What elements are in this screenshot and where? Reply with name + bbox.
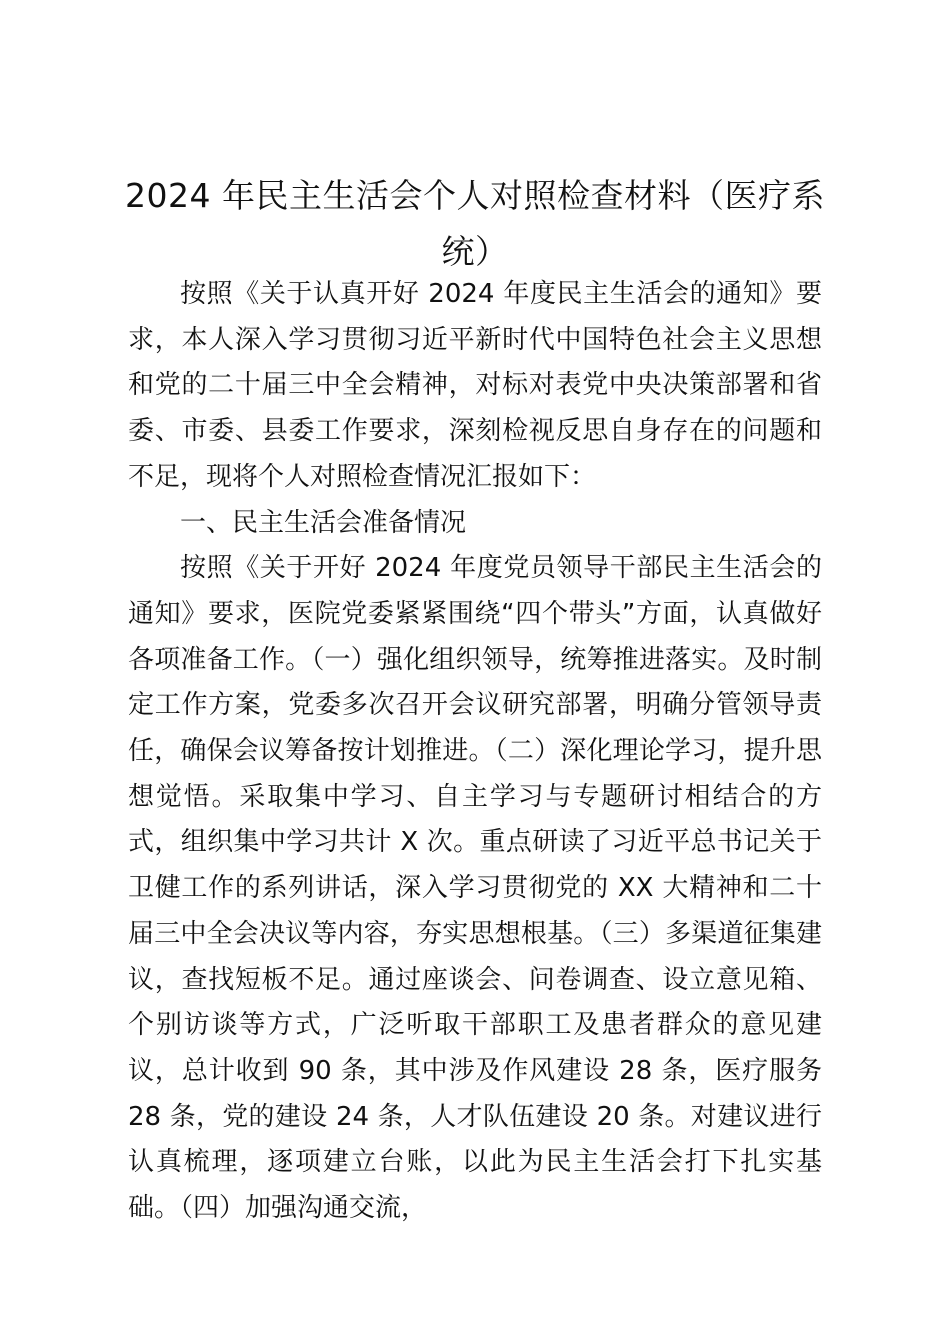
paragraph-intro: 按照《关于认真开好 2024 年度民主生活会的通知》要求，本人深入学习贯彻习近平新时代中国特色社会主义思想和党的二十届三中全会精神，对标对表党中央决策部署和省委、市委、县委工作要求，深刻检视反思自身存在的问题和不足，现将个人对照检查情况汇报如下：: [128, 279, 822, 492]
paragraph-preparation: 按照《关于开好 2024 年度党员领导干部民主生活会的通知》要求，医院党委紧紧围绕“四个带头”方面，认真做好各项准备工作。（一）强化组织领导，统筹推进落实。及时制定工作方案，党委多次召开会议研究部署，明确分管领导责任，确保会议筹备按计划推进。（二）深化理论学习，提升思想觉悟。采取集中学习、自主学习与专题研讨相结合的方式，组织集中学习共计 X 次。重点研读了习近平总书记关于卫健工作的系列讲话，深入学习贯彻党的 XX 大精神和二十届三中全会决议等内容，夯实思想根基。（三）多渠道征集建议，查找短板不足。通过座谈会、问卷调查、设立意见箱、个别访谈等方式，广泛听取干部职工及患者群众的意见建议，总计收到 90 条，其中涉及作风建设 28 条，医疗服务 28 条，党的建设 24 条，人才队伍建设 20 条。对建议进行认真梳理，逐项建立台账，以此为民主生活会打下扎实基础。（四）加强沟通交流，: [128, 553, 822, 1224]
document-body: [128, 272, 822, 1232]
document-title: 2024 年民主生活会个人对照检查材料（医疗系统）: [125, 176, 825, 271]
section-heading: 一、民主生活会准备情况: [180, 507, 467, 538]
